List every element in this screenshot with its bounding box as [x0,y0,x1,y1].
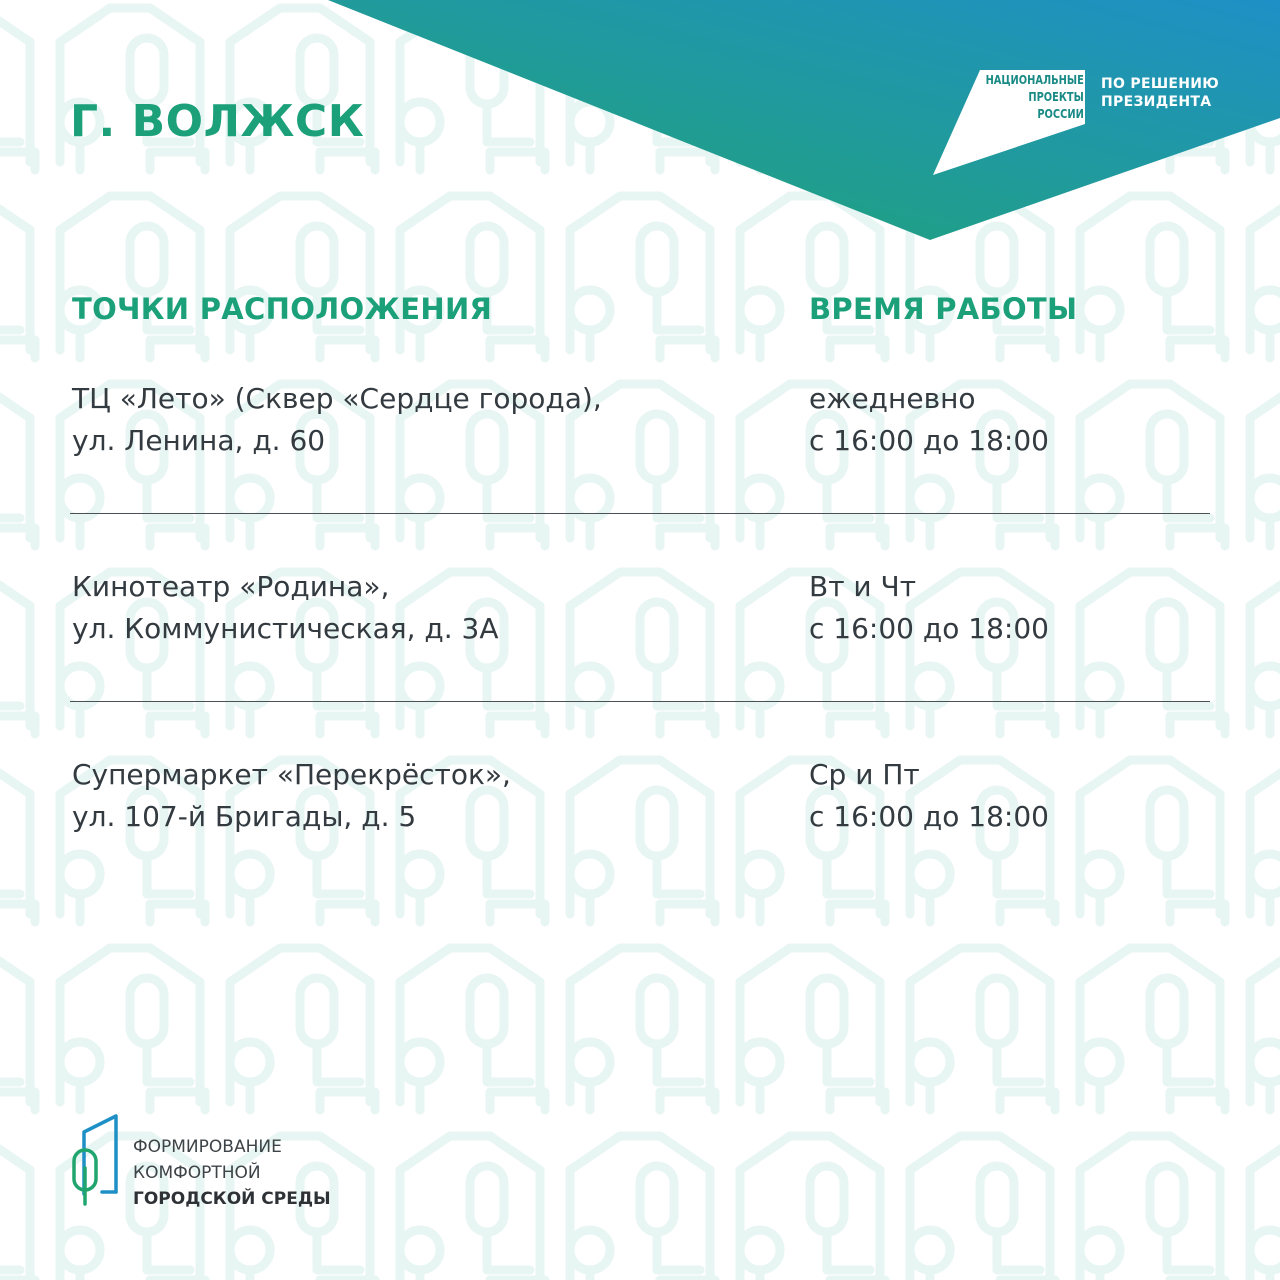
house-tree-bench-icon [0,760,35,922]
house-tree-bench-icon [400,948,545,1110]
row-divider-2 [70,701,1210,702]
house-tree-bench-icon [400,1136,545,1280]
house-tree-bench-icon [740,1136,885,1280]
comfortable-city-text: ФОРМИРОВАНИЕ КОМФОРТНОЙ ГОРОДСКОЙ СРЕДЫ [133,1137,331,1209]
location-row-2-hours: Вт и Чт с 16:00 до 18:00 [809,570,1049,645]
hours-heading: ВРЕМЯ РАБОТЫ [809,292,1078,326]
location-row-2-place: Кинотеатр «Родина», ул. Коммунистическая, д. 3А [72,570,499,645]
locations-heading: ТОЧКИ РАСПОЛОЖЕНИЯ [72,292,493,326]
house-tree-bench-icon [230,948,375,1110]
house-tree-bench-icon [60,948,205,1110]
location-row-3-hours: Ср и Пт с 16:00 до 18:00 [809,758,1049,833]
house-tree-bench-icon [570,1136,715,1280]
location-row-1-place: ТЦ «Лето» (Сквер «Сердце города), ул. Ленина, д. 60 [72,382,602,457]
house-tree-bench-icon [0,572,35,734]
location-row-1-hours: ежедневно с 16:00 до 18:00 [809,382,1049,457]
comfortable-city-logo-icon [70,1112,130,1212]
house-tree-bench-icon [1080,384,1225,546]
comfortable-city-logo [70,1112,370,1212]
row-divider-1 [70,513,1210,514]
house-tree-bench-icon [0,948,35,1110]
house-tree-bench-icon [1250,1136,1280,1280]
house-tree-bench-icon [570,760,715,922]
national-projects-logo [930,68,1230,178]
house-tree-bench-icon [570,572,715,734]
house-tree-bench-icon [1080,1136,1225,1280]
national-projects-text: НАЦИОНАЛЬНЫЕ ПРОЕКТЫ РОССИИ [985,73,1084,121]
house-tree-bench-icon [1250,760,1280,922]
house-tree-bench-icon [1080,760,1225,922]
house-tree-bench-icon [0,384,35,546]
house-tree-bench-icon [1080,572,1225,734]
president-tagline: ПО РЕШЕНИЮ ПРЕЗИДЕНТА [1101,76,1220,110]
location-row-3-place: Супермаркет «Перекрёсток», ул. 107-й Бригады, д. 5 [72,758,511,833]
house-tree-bench-icon [570,948,715,1110]
house-tree-bench-icon [910,948,1055,1110]
house-tree-bench-icon [0,1136,35,1280]
house-tree-bench-icon [1080,948,1225,1110]
house-tree-bench-icon [1250,384,1280,546]
city-title: Г. ВОЛЖСК [70,96,365,147]
house-tree-bench-icon [740,948,885,1110]
house-tree-bench-icon [1250,948,1280,1110]
house-tree-bench-icon [1250,572,1280,734]
house-tree-bench-icon [910,1136,1055,1280]
